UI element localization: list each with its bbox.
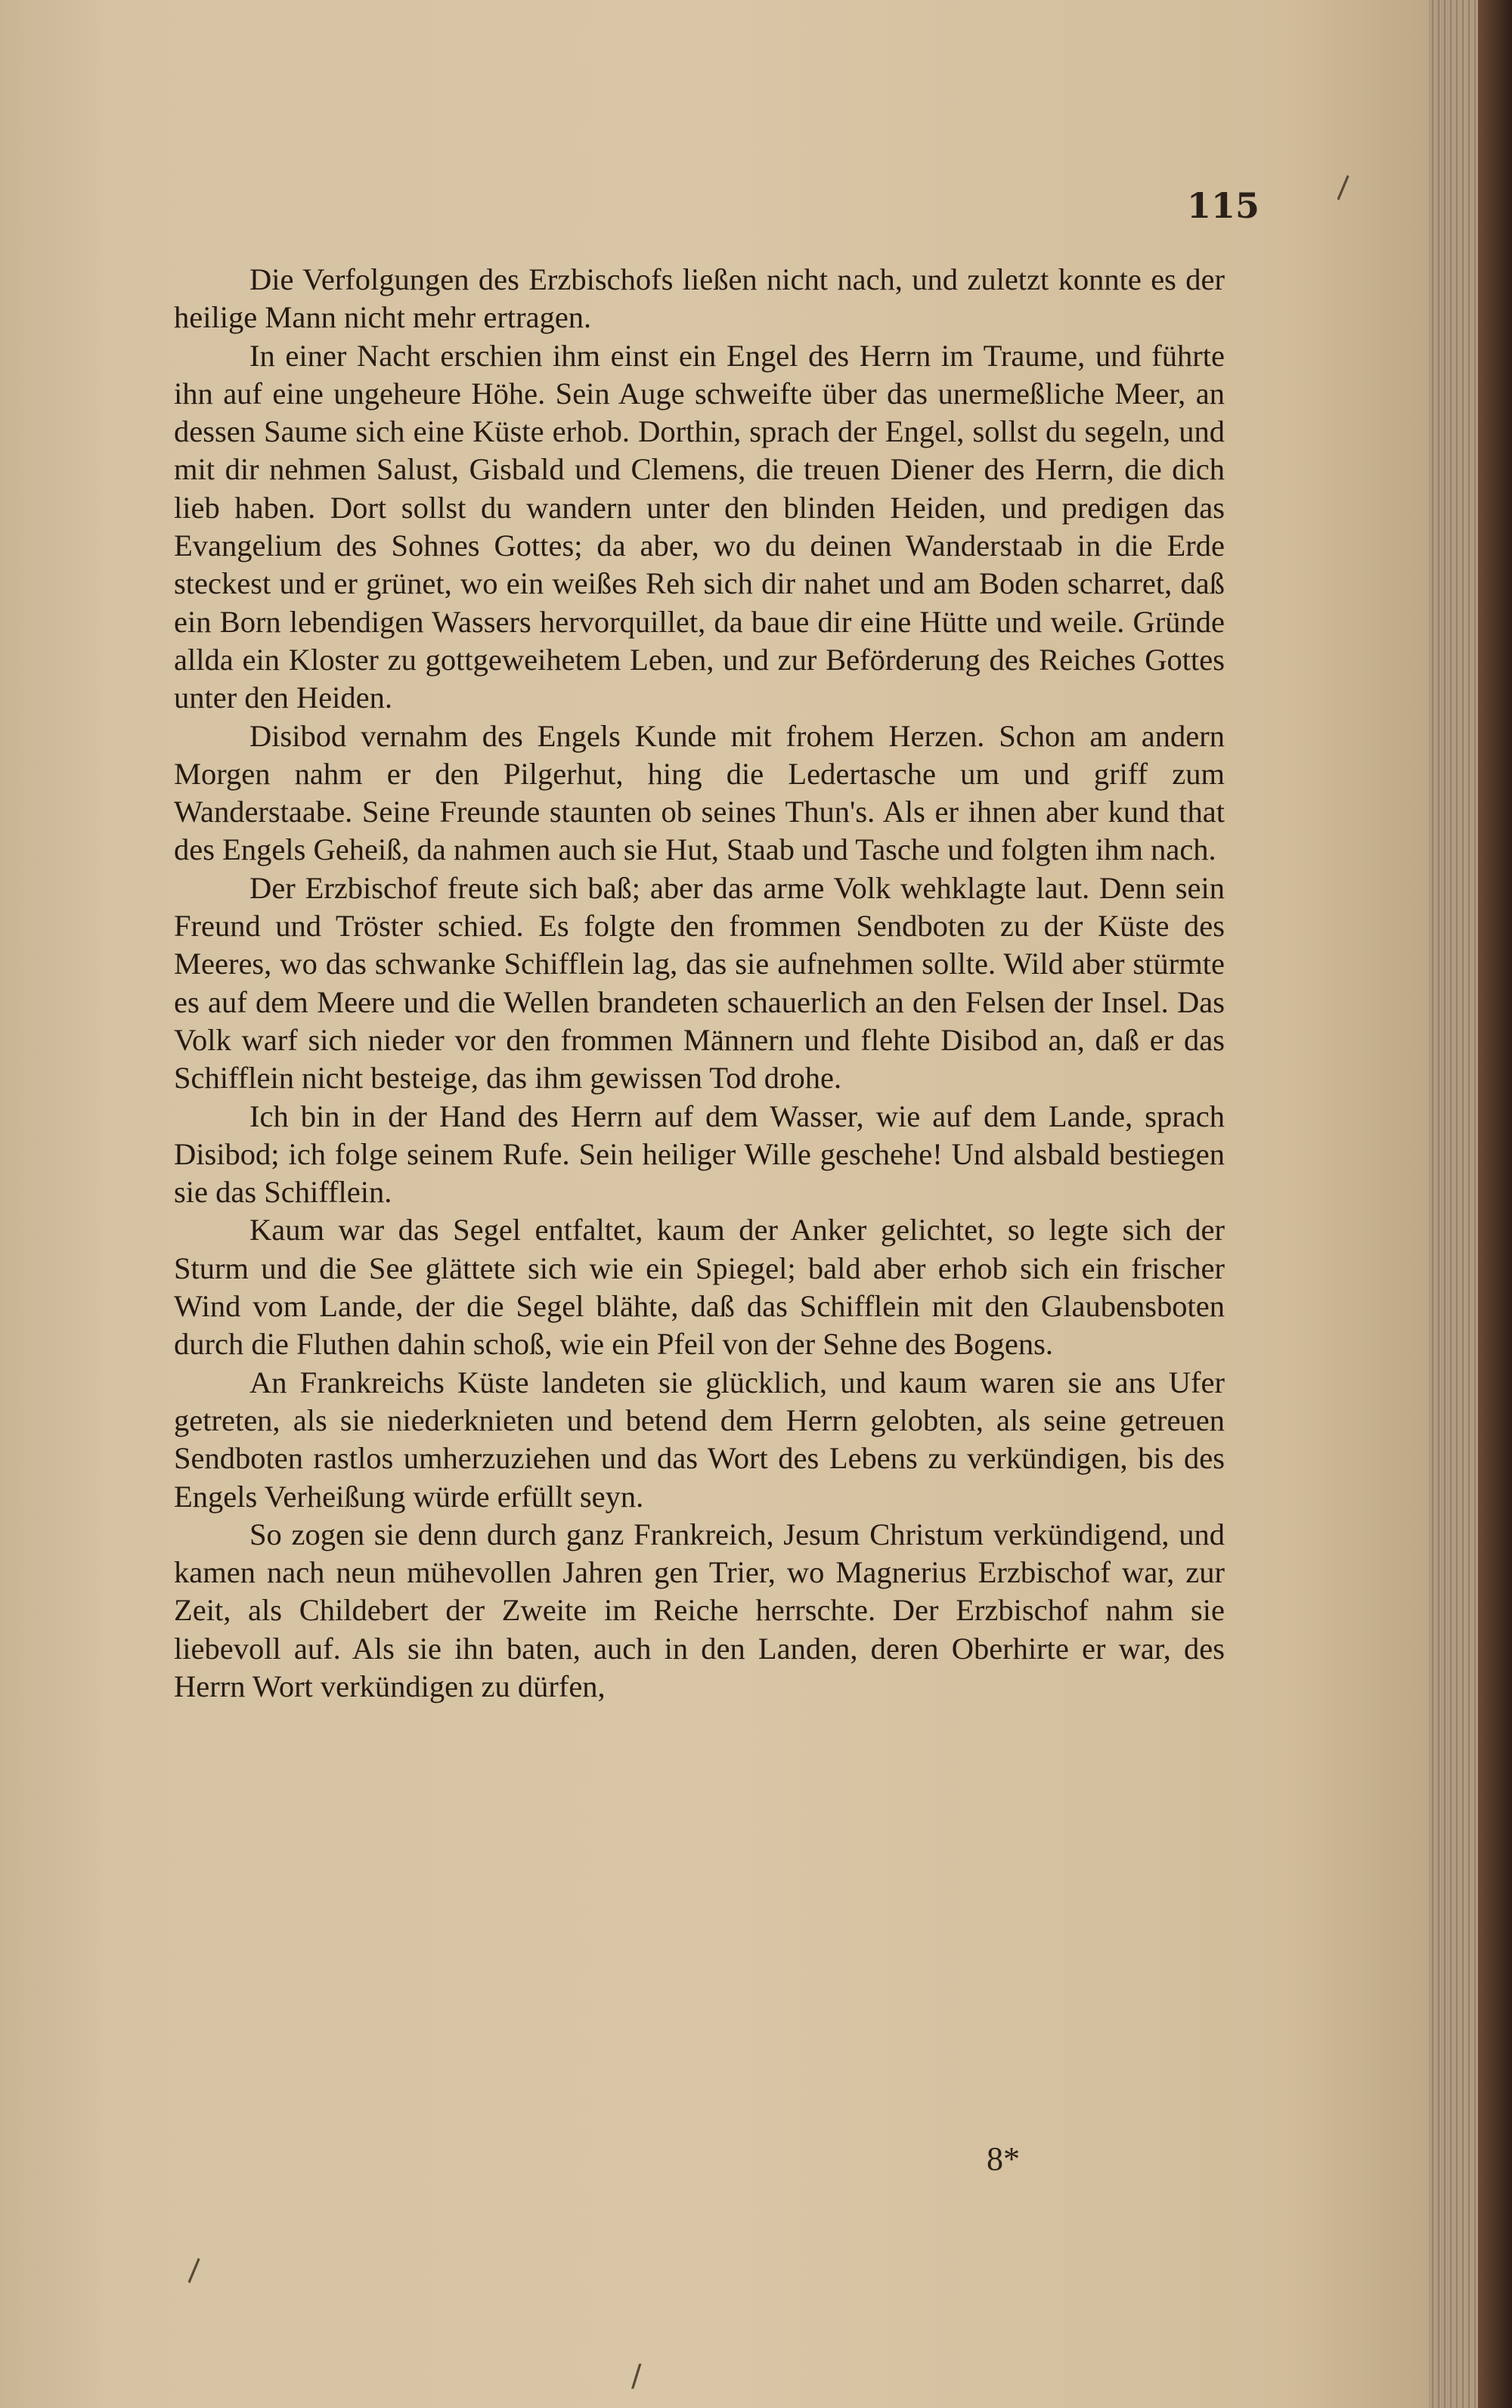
paragraph-5: Ich bin in der Hand des Herrn auf dem Wasser, wie auf dem Lande, sprach Disibod; ich folge seinem Rufe. Sein heiliger Wille geschehe! Und alsbald bestiegen sie das Schifflein. (174, 1099, 1225, 1210)
body-text (174, 261, 1225, 1706)
paragraph-4: Der Erzbischof freute sich baß; aber das arme Volk wehklagte laut. Denn sein Freund und Tröster schied. Es folgte den frommen Sendboten zu der Küste des Meeres, wo das schwanke Schifflein lag, das sie aufnehmen sollte. Wild aber stürmte es auf dem Meere und die Wellen brandeten schauerlich an den Felsen der Insel. Das Volk warf sich nieder vor den frommen Männern und flehte Disibod an, daß er das Schifflein nicht besteige, das ihm gewissen Tod drohe. (174, 870, 1225, 1096)
page-number: 115 (1187, 185, 1260, 226)
paragraph-1: Die Verfolgungen des Erzbischofs ließen nicht nach, und zuletzt konnte es der heilige Mann nicht mehr ertragen. (174, 262, 1225, 335)
signature-mark: 8* (987, 2140, 1020, 2177)
book-cover-edge (1478, 0, 1512, 2408)
paragraph-2: In einer Nacht erschien ihm einst ein Engel des Herrn im Traume, und führte ihn auf eine ungeheure Höhe. Sein Auge schweifte über das unermeßliche Meer, an dessen Saume sich eine Küste erhob. Dorthin, sprach der Engel, sollst du segeln, und mit dir nehmen Salust, Gisbald und Clemens, die treuen Diener des Herrn, die dich lieb haben. Dort sollst du wandern unter den blinden Heiden, und predigen das Evangelium des Sohnes Gottes; da aber, wo du deinen Wanderstaab in die Erde steckest und er grünet, wo ein weißes Reh sich dir nahet und am Boden scharret, daß ein Born lebendigen Wassers hervorquillet, da baue dir eine Hütte und weile. Gründe allda ein Kloster zu gottgeweihetem Leben, und zur Beförderung des Reiches Gottes unter den Heiden. (174, 338, 1225, 715)
paragraph-3: Disibod vernahm des Engels Kunde mit frohem Herzen. Schon am andern Morgen nahm er den Pilgerhut, hing die Ledertasche um und griff zum Wanderstaabe. Seine Freunde staunten ob seines Thun's. Als er ihnen aber kund that des Engels Geheiß, da nahmen auch sie Hut, Staab und Tasche und folgten ihm nach. (174, 718, 1225, 867)
paragraph-7: An Frankreichs Küste landeten sie glücklich, und kaum waren sie ans Ufer getreten, als sie niederknieten und betend dem Herrn gelobten, als seine getreuen Sendboten rastlos umherzuziehen und das Wort des Lebens zu verkündigen, bis des Engels Verheißung würde erfüllt seyn. (174, 1365, 1225, 1514)
paragraph-8: So zogen sie denn durch ganz Frankreich, Jesum Christum verkündigend, und kamen nach neun mühevollen Jahren gen Trier, wo Magnerius Erzbischof war, zur Zeit, als Childebert der Zweite im Reiche herrschte. Der Erzbischof nahm sie liebevoll auf. Als sie ihn baten, auch in den Landen, deren Oberhirte er war, des Herrn Wort verkündigen zu dürfen, (174, 1517, 1225, 1703)
paragraph-6: Kaum war das Segel entfaltet, kaum der Anker gelichtet, so legte sich der Sturm und die See glättete sich wie ein Spiegel; bald aber erhob sich ein frischer Wind vom Lande, der die Segel blähte, daß das Schifflein mit den Glaubensboten durch die Fluthen dahin schoß, wie ein Pfeil von der Sehne des Bogens. (174, 1213, 1225, 1362)
stray-mark-top: \ (1328, 171, 1359, 204)
stray-mark-bottom-left: \ (178, 2254, 209, 2287)
stray-mark-bottom: / (631, 2359, 642, 2394)
